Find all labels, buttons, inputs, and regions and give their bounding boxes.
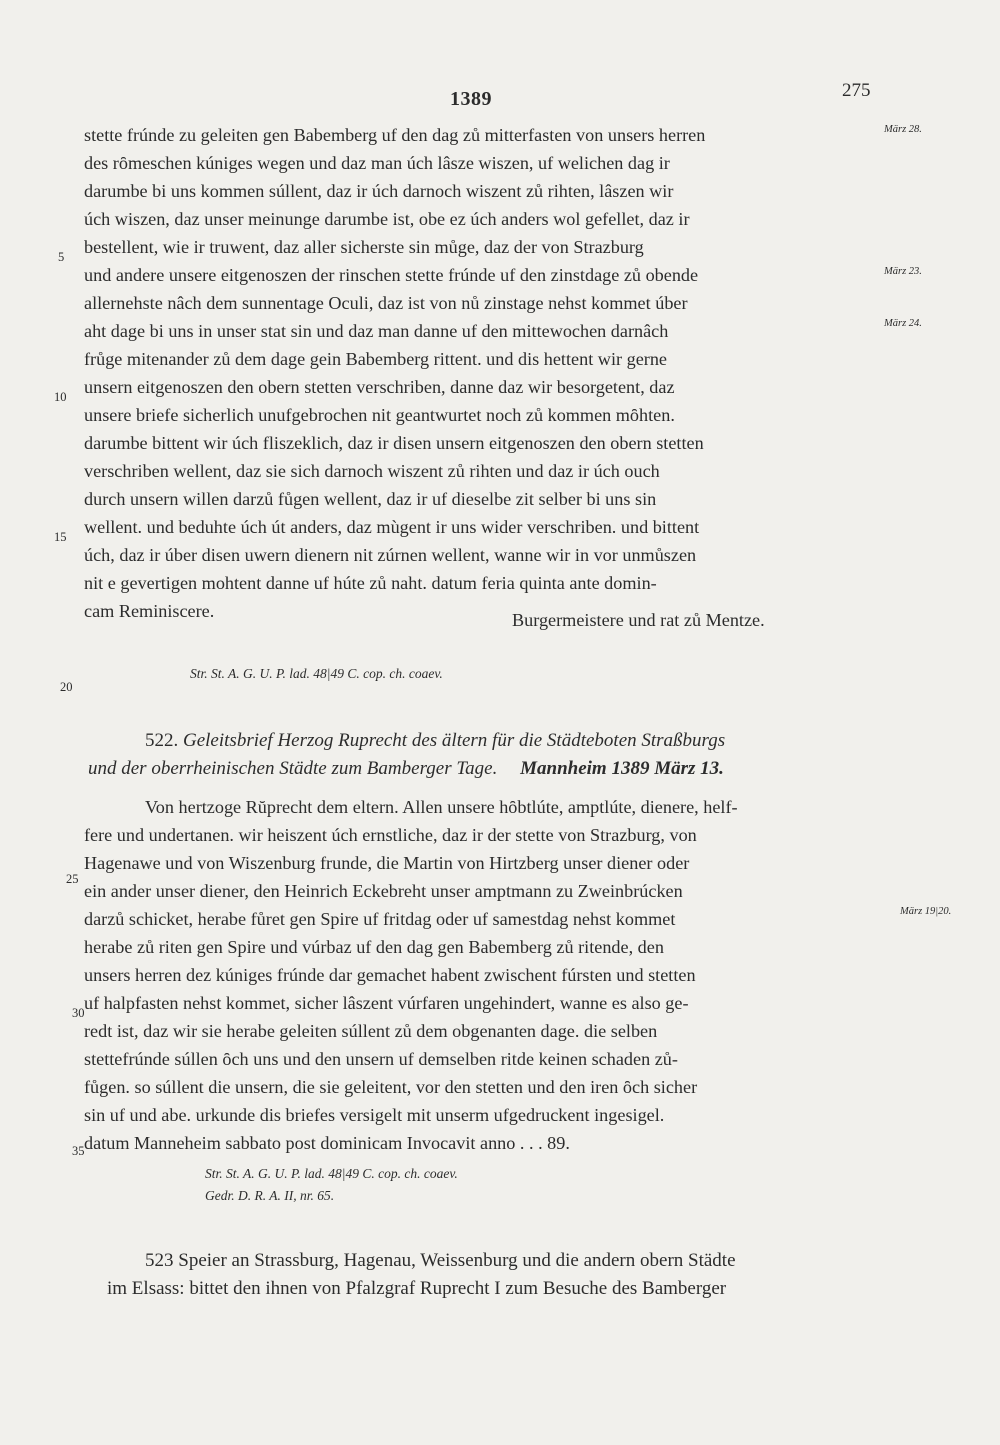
- text-line: fere und undertanen. wir heiszent úch ernstliche, daz ir der stette von Strazburg, von: [84, 825, 697, 845]
- line-number: 15: [54, 530, 67, 544]
- line-number: 30: [72, 1006, 85, 1020]
- text-line: úch wiszen, daz unser meinunge darumbe ist, obe ez úch anders wol gefellet, daz ir: [84, 209, 690, 229]
- line-number: 35: [72, 1144, 85, 1158]
- text-line: durch unsern willen darzů fůgen wellent, daz ir uf dieselbe zit selber bi uns sin: [84, 489, 657, 509]
- text-line: frůge mitenander zů dem dage gein Babemberg rittent. und dis hettent wir gerne: [84, 349, 667, 369]
- page-number: 275: [842, 80, 871, 101]
- text-line: allernehste nâch dem sunnentage Oculi, daz ist von nů zinstage nehst kommet úber: [84, 293, 688, 313]
- document-title-line2: und der oberrheinischen Städte zum Bamberger Tage.: [88, 758, 498, 779]
- text-line: des rȏmeschen kúniges wegen und daz man úch lâsze wiszen, uf welichen dag ir: [84, 153, 670, 173]
- document-heading-continued: [88, 758, 724, 780]
- text-line: 523 Speier an Strassburg, Hagenau, Weissenburg und die andern obern Städte: [145, 1250, 736, 1271]
- text-line: unsers herren dez kúniges frúnde dar gemachet habent zwischent fúrsten und stetten: [84, 965, 696, 985]
- line-number: 10: [54, 390, 67, 404]
- source-reference: Str. St. A. G. U. P. lad. 48|49 C. cop. ch. coaev.: [190, 666, 443, 681]
- text-line: bestellent, wie ir truwent, daz aller sicherste sin můge, daz der von Strazburg: [84, 237, 644, 257]
- line-number: 20: [60, 680, 73, 694]
- text-line: unsern eitgenoszen den obern stetten verschriben, danne daz wir besorgetent, daz: [84, 377, 675, 397]
- text-line: úch, daz ir úber disen uwern dienern nit zúrnen wellent, wanne wir in vor unmůszen: [84, 545, 697, 565]
- text-line: stette frúnde zu geleiten gen Babemberg uf den dag zů mitterfasten von unsers herren: [84, 125, 706, 145]
- margin-date-note: März 19|20.: [900, 906, 952, 917]
- text-line: cam Reminiscere.: [84, 601, 215, 621]
- text-line: Von hertzoge Rŭprecht dem eltern. Allen unsere hȏbtlúte, amptlúte, dienere, helf-: [145, 797, 738, 817]
- margin-date-note: März 24.: [884, 318, 922, 329]
- text-line: uf halpfasten nehst kommet, sicher lâszent vúrfaren ungehindert, wanne es also ge-: [84, 993, 689, 1013]
- text-line: und andere unsere eitgenoszen der rinschen stette frúnde uf den zinstdage zů obende: [84, 265, 699, 285]
- text-line: im Elsass: bittet den ihnen von Pfalzgraf Ruprecht I zum Besuche des Bamberger: [107, 1278, 727, 1299]
- print-reference: Gedr. D. R. A. II, nr. 65.: [205, 1188, 335, 1203]
- document-heading: [145, 730, 725, 752]
- text-line: verschriben wellent, daz sie sich darnoch wiszent zů rihten und daz ir úch ouch: [84, 461, 660, 481]
- text-line: sin uf und abe. urkunde dis briefes versigelt mit unserm ufgedruckent ingesigel.: [84, 1105, 665, 1125]
- document-number: 522.: [145, 730, 179, 751]
- line-number: 5: [58, 250, 65, 264]
- text-line: fůgen. so súllent die unsern, die sie geleitent, vor den stetten und den iren ȏch sicher: [84, 1077, 698, 1097]
- text-line: darumbe bittent wir úch fliszeklich, daz ir disen unsern eitgenoszen den obern stetten: [84, 433, 704, 453]
- margin-date-note: März 23.: [884, 266, 922, 277]
- text-line: unsere briefe sicherlich unufgebrochen nit geantwurtet noch zů kommen mȏhten.: [84, 405, 675, 425]
- text-line: stettefrúnde súllen ȏch uns und den unsern uf demselben ritde keinen schaden zů-: [84, 1049, 678, 1069]
- text-line: datum Manneheim sabbato post dominicam Invocavit anno . . . 89.: [84, 1133, 570, 1153]
- line-number: 25: [66, 872, 79, 886]
- signature-line: Burgermeistere und rat zů Mentze.: [512, 610, 765, 630]
- margin-date-note: März 28.: [884, 124, 922, 135]
- text-line: darzů schicket, herabe fůret gen Spire uf fritdag oder uf samestdag nehst kommet: [84, 909, 676, 929]
- document-title-line1: Geleitsbrief Herzog Ruprecht des ältern für die Städteboten Straßburgs: [183, 730, 726, 751]
- document-place-date: Mannheim 1389 März 13.: [520, 758, 724, 779]
- source-reference: Str. St. A. G. U. P. lad. 48|49 C. cop. ch. coaev.: [205, 1166, 458, 1181]
- text-line: redt ist, daz wir sie herabe geleiten súllent zů dem obgenanten dage. die selben: [84, 1021, 658, 1041]
- text-line: wellent. und beduhte úch út anders, daz mùgent ir uns wider verschriben. und bittent: [84, 517, 700, 537]
- text-line: darumbe bi uns kommen súllent, daz ir úch darnoch wiszent zů rihten, lâszen wir: [84, 181, 674, 201]
- text-line: nit e gevertigen mohtent danne uf húte zů naht. datum feria quinta ante domin-: [84, 573, 657, 593]
- text-line: Hagenawe und von Wiszenburg frunde, die Martin von Hirtzberg unser diener oder: [84, 853, 690, 873]
- running-head-year: 1389: [450, 88, 492, 110]
- text-line: ein ander unser diener, den Heinrich Eckebreht unser amptmann zu Zweinbrúcken: [84, 881, 683, 901]
- text-line: aht dage bi uns in unser stat sin und daz man danne uf den mittewochen darnâch: [84, 321, 669, 341]
- text-line: herabe zů riten gen Spire und vúrbaz uf den dag gen Babemberg zů ritende, den: [84, 937, 664, 957]
